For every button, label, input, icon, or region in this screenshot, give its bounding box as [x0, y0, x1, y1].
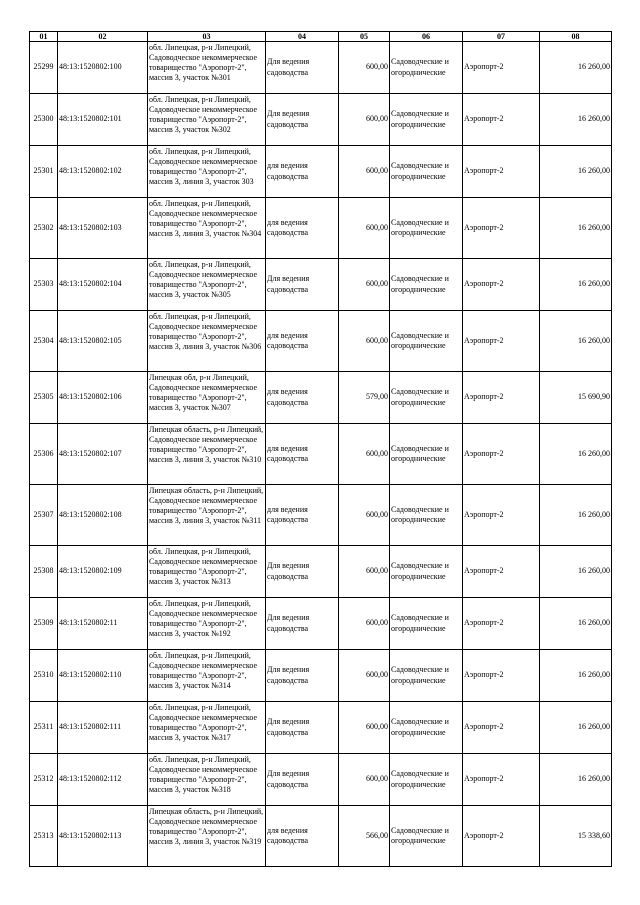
location-cell: Аэропорт-2: [463, 146, 540, 198]
column-header: 05: [339, 32, 390, 42]
address-text: обл. Липецкая, р-н Липецкий, Садоводческое некоммерческое товарищество "Аэропорт-2", массив 3, участок №192: [149, 598, 258, 639]
category-cell: Садоводческие и огороднические: [390, 372, 463, 424]
address-text: обл. Липецкая, р-н Липецкий, Садоводческое некоммерческое товарищество "Аэропорт-2", массив 3, участок №313: [149, 546, 258, 587]
address-cell: [148, 146, 266, 198]
area-cell: 600,00: [339, 311, 390, 372]
address-text: обл. Липецкая, р-н Липецкий, Садоводческое некоммерческое товарищество "Аэропорт-2", массив 3, участок №302: [149, 94, 258, 135]
address-text: обл. Липецкая, р-н Липецкий, Садоводческое некоммерческое товарищество "Аэропорт-2", массив 3, линия 3, участок №304: [149, 198, 262, 239]
category-cell: Садоводческие и огороднические: [390, 94, 463, 146]
address-text: Липецкая область, р-н Липецкий, Садоводческое некоммерческое товарищество "Аэропорт-2", массив 3, линия 3, участок №319: [149, 806, 264, 847]
table-row: [30, 94, 612, 146]
address-cell: [148, 311, 266, 372]
table-row: [30, 424, 612, 485]
column-header: 08: [540, 32, 612, 42]
address-cell: [148, 424, 266, 485]
area-cell: 566,00: [339, 806, 390, 867]
table-row: [30, 546, 612, 598]
cost-cell: 16 260,00: [540, 754, 612, 806]
cadastral-number-cell: 48:13:1520802:103: [58, 198, 148, 259]
location-cell: Аэропорт-2: [463, 650, 540, 702]
category-cell: Садоводческие и огороднические: [390, 754, 463, 806]
cost-cell: 16 260,00: [540, 424, 612, 485]
location-cell: Аэропорт-2: [463, 198, 540, 259]
row-number-cell: 25311: [30, 702, 58, 754]
column-header: 01: [30, 32, 58, 42]
location-cell: Аэропорт-2: [463, 485, 540, 546]
address-text: обл. Липецкая, р-н Липецкий, Садоводческое некоммерческое товарищество "Аэропорт-2", массив 3, участок №318: [149, 754, 258, 795]
land-use-cell: Для ведения садоводства: [266, 94, 339, 146]
address-cell: [148, 806, 266, 867]
cost-cell: 16 260,00: [540, 311, 612, 372]
address-text: Липецкая область, р-н Липецкий, Садоводческое некоммерческое товарищество "Аэропорт-2", массив 3, линия 3, участок №310: [149, 424, 264, 465]
row-number-cell: 25310: [30, 650, 58, 702]
table-row: [30, 754, 612, 806]
category-cell: Садоводческие и огороднические: [390, 546, 463, 598]
area-cell: 600,00: [339, 198, 390, 259]
category-cell: Садоводческие и огороднические: [390, 806, 463, 867]
address-cell: [148, 259, 266, 311]
cadastral-number-cell: 48:13:1520802:108: [58, 485, 148, 546]
cost-cell: 15 338,60: [540, 806, 612, 867]
cadastral-number-cell: 48:13:1520802:112: [58, 754, 148, 806]
area-cell: 600,00: [339, 754, 390, 806]
column-header: 03: [148, 32, 266, 42]
cadastral-number-cell: 48:13:1520802:104: [58, 259, 148, 311]
row-number-cell: 25305: [30, 372, 58, 424]
cadastral-number-cell: 48:13:1520802:110: [58, 650, 148, 702]
category-cell: Садоводческие и огороднические: [390, 424, 463, 485]
location-cell: Аэропорт-2: [463, 598, 540, 650]
table-row: [30, 650, 612, 702]
table-row: [30, 311, 612, 372]
cadastral-number-cell: 48:13:1520802:113: [58, 806, 148, 867]
address-text: обл. Липецкая, р-н Липецкий, Садоводческое некоммерческое товарищество "Аэропорт-2", массив 3, линия 3, участок №306: [149, 311, 262, 352]
row-number-cell: 25301: [30, 146, 58, 198]
column-header: 04: [266, 32, 339, 42]
land-use-cell: Для ведения садоводства: [266, 42, 339, 94]
row-number-cell: 25309: [30, 598, 58, 650]
area-cell: 600,00: [339, 146, 390, 198]
cost-cell: 16 260,00: [540, 259, 612, 311]
land-use-cell: для ведения садоводства: [266, 806, 339, 867]
category-cell: Садоводческие и огороднические: [390, 146, 463, 198]
land-use-cell: Для ведения садоводства: [266, 702, 339, 754]
address-cell: [148, 198, 266, 259]
category-cell: Садоводческие и огороднические: [390, 311, 463, 372]
location-cell: Аэропорт-2: [463, 42, 540, 94]
table-row: [30, 146, 612, 198]
address-text: Липецкая обл, р-н Липецкий, Садоводческое некоммерческое товарищество "Аэропорт-2", массив 3, участок №307: [149, 372, 258, 413]
address-cell: [148, 754, 266, 806]
land-use-cell: Для ведения садоводства: [266, 598, 339, 650]
area-cell: 600,00: [339, 598, 390, 650]
category-cell: Садоводческие и огороднические: [390, 259, 463, 311]
land-use-cell: Для ведения садоводства: [266, 546, 339, 598]
category-cell: Садоводческие и огороднические: [390, 650, 463, 702]
area-cell: 600,00: [339, 546, 390, 598]
cadastral-number-cell: 48:13:1520802:100: [58, 42, 148, 94]
table-row: [30, 259, 612, 311]
column-header: 06: [390, 32, 463, 42]
table-row: [30, 598, 612, 650]
cost-cell: 16 260,00: [540, 702, 612, 754]
column-header: 02: [58, 32, 148, 42]
location-cell: Аэропорт-2: [463, 806, 540, 867]
location-cell: Аэропорт-2: [463, 702, 540, 754]
cadastral-number-cell: 48:13:1520802:111: [58, 702, 148, 754]
cadastral-number-cell: 48:13:1520802:107: [58, 424, 148, 485]
area-cell: 600,00: [339, 702, 390, 754]
row-number-cell: 25304: [30, 311, 58, 372]
cost-cell: 16 260,00: [540, 485, 612, 546]
table-row: [30, 702, 612, 754]
cadastral-number-cell: 48:13:1520802:11: [58, 598, 148, 650]
row-number-cell: 25303: [30, 259, 58, 311]
area-cell: 600,00: [339, 94, 390, 146]
category-cell: Садоводческие и огороднические: [390, 598, 463, 650]
address-cell: [148, 546, 266, 598]
address-cell: [148, 42, 266, 94]
table-row: [30, 485, 612, 546]
cadastral-number-cell: 48:13:1520802:106: [58, 372, 148, 424]
address-text: обл. Липецкая, р-н Липецкий, Садоводческое некоммерческое товарищество "Аэропорт-2", массив 3, участок №317: [149, 702, 258, 743]
area-cell: 600,00: [339, 650, 390, 702]
address-cell: [148, 372, 266, 424]
row-number-cell: 25300: [30, 94, 58, 146]
address-text: обл. Липецкая, р-н Липецкий, Садоводческое некоммерческое товарищество "Аэропорт-2", массив 3, участок №305: [149, 259, 258, 300]
area-cell: 600,00: [339, 42, 390, 94]
row-number-cell: 25306: [30, 424, 58, 485]
land-use-cell: для ведения садоводства: [266, 485, 339, 546]
location-cell: Аэропорт-2: [463, 546, 540, 598]
address-cell: [148, 650, 266, 702]
land-use-cell: для ведения садоводства: [266, 198, 339, 259]
cadastral-number-cell: 48:13:1520802:105: [58, 311, 148, 372]
registry-table: [29, 31, 612, 867]
address-cell: [148, 702, 266, 754]
row-number-cell: 25312: [30, 754, 58, 806]
cadastral-number-cell: 48:13:1520802:101: [58, 94, 148, 146]
cost-cell: 16 260,00: [540, 598, 612, 650]
category-cell: Садоводческие и огороднические: [390, 485, 463, 546]
row-number-cell: 25308: [30, 546, 58, 598]
land-use-cell: Для ведения садоводства: [266, 650, 339, 702]
land-use-cell: для ведения садоводства: [266, 372, 339, 424]
cost-cell: 16 260,00: [540, 650, 612, 702]
location-cell: Аэропорт-2: [463, 754, 540, 806]
location-cell: Аэропорт-2: [463, 424, 540, 485]
cost-cell: 16 260,00: [540, 146, 612, 198]
column-header: 07: [463, 32, 540, 42]
cadastral-number-cell: 48:13:1520802:109: [58, 546, 148, 598]
area-cell: 600,00: [339, 485, 390, 546]
location-cell: Аэропорт-2: [463, 372, 540, 424]
address-text: Липецкая область, р-н Липецкий, Садоводческое некоммерческое товарищество "Аэропорт-2", массив 3, линия 3, участок №311: [149, 485, 264, 526]
cost-cell: 16 260,00: [540, 42, 612, 94]
address-text: обл. Липецкая, р-н Липецкий, Садоводческое некоммерческое товарищество "Аэропорт-2", массив 3, линия 3, участок 303: [149, 146, 258, 187]
location-cell: Аэропорт-2: [463, 94, 540, 146]
location-cell: Аэропорт-2: [463, 259, 540, 311]
area-cell: 600,00: [339, 259, 390, 311]
land-use-cell: для ведения садоводства: [266, 146, 339, 198]
table-row: [30, 198, 612, 259]
cost-cell: 16 260,00: [540, 198, 612, 259]
land-use-cell: Для ведения садоводства: [266, 754, 339, 806]
location-cell: Аэропорт-2: [463, 311, 540, 372]
cost-cell: 15 690,90: [540, 372, 612, 424]
area-cell: 600,00: [339, 424, 390, 485]
address-cell: [148, 485, 266, 546]
row-number-cell: 25299: [30, 42, 58, 94]
row-number-cell: 25307: [30, 485, 58, 546]
registry-body: [30, 42, 612, 867]
table-row: [30, 42, 612, 94]
area-cell: 579,00: [339, 372, 390, 424]
table-row: [30, 806, 612, 867]
land-use-cell: для ведения садоводства: [266, 311, 339, 372]
cost-cell: 16 260,00: [540, 94, 612, 146]
address-cell: [148, 598, 266, 650]
cost-cell: 16 260,00: [540, 546, 612, 598]
category-cell: Садоводческие и огороднические: [390, 198, 463, 259]
address-text: обл. Липецкая, р-н Липецкий, Садоводческое некоммерческое товарищество "Аэропорт-2", массив 3, участок №301: [149, 42, 258, 83]
cadastral-number-cell: 48:13:1520802:102: [58, 146, 148, 198]
table-row: [30, 372, 612, 424]
row-number-cell: 25302: [30, 198, 58, 259]
land-use-cell: Для ведения садоводства: [266, 259, 339, 311]
address-cell: [148, 94, 266, 146]
category-cell: Садоводческие и огороднические: [390, 42, 463, 94]
header-row: [30, 32, 612, 42]
address-text: обл. Липецкая, р-н Липецкий, Садоводческое некоммерческое товарищество "Аэропорт-2", массив 3, участок №314: [149, 650, 258, 691]
category-cell: Садоводческие и огороднические: [390, 702, 463, 754]
row-number-cell: 25313: [30, 806, 58, 867]
land-use-cell: для ведения садоводства: [266, 424, 339, 485]
